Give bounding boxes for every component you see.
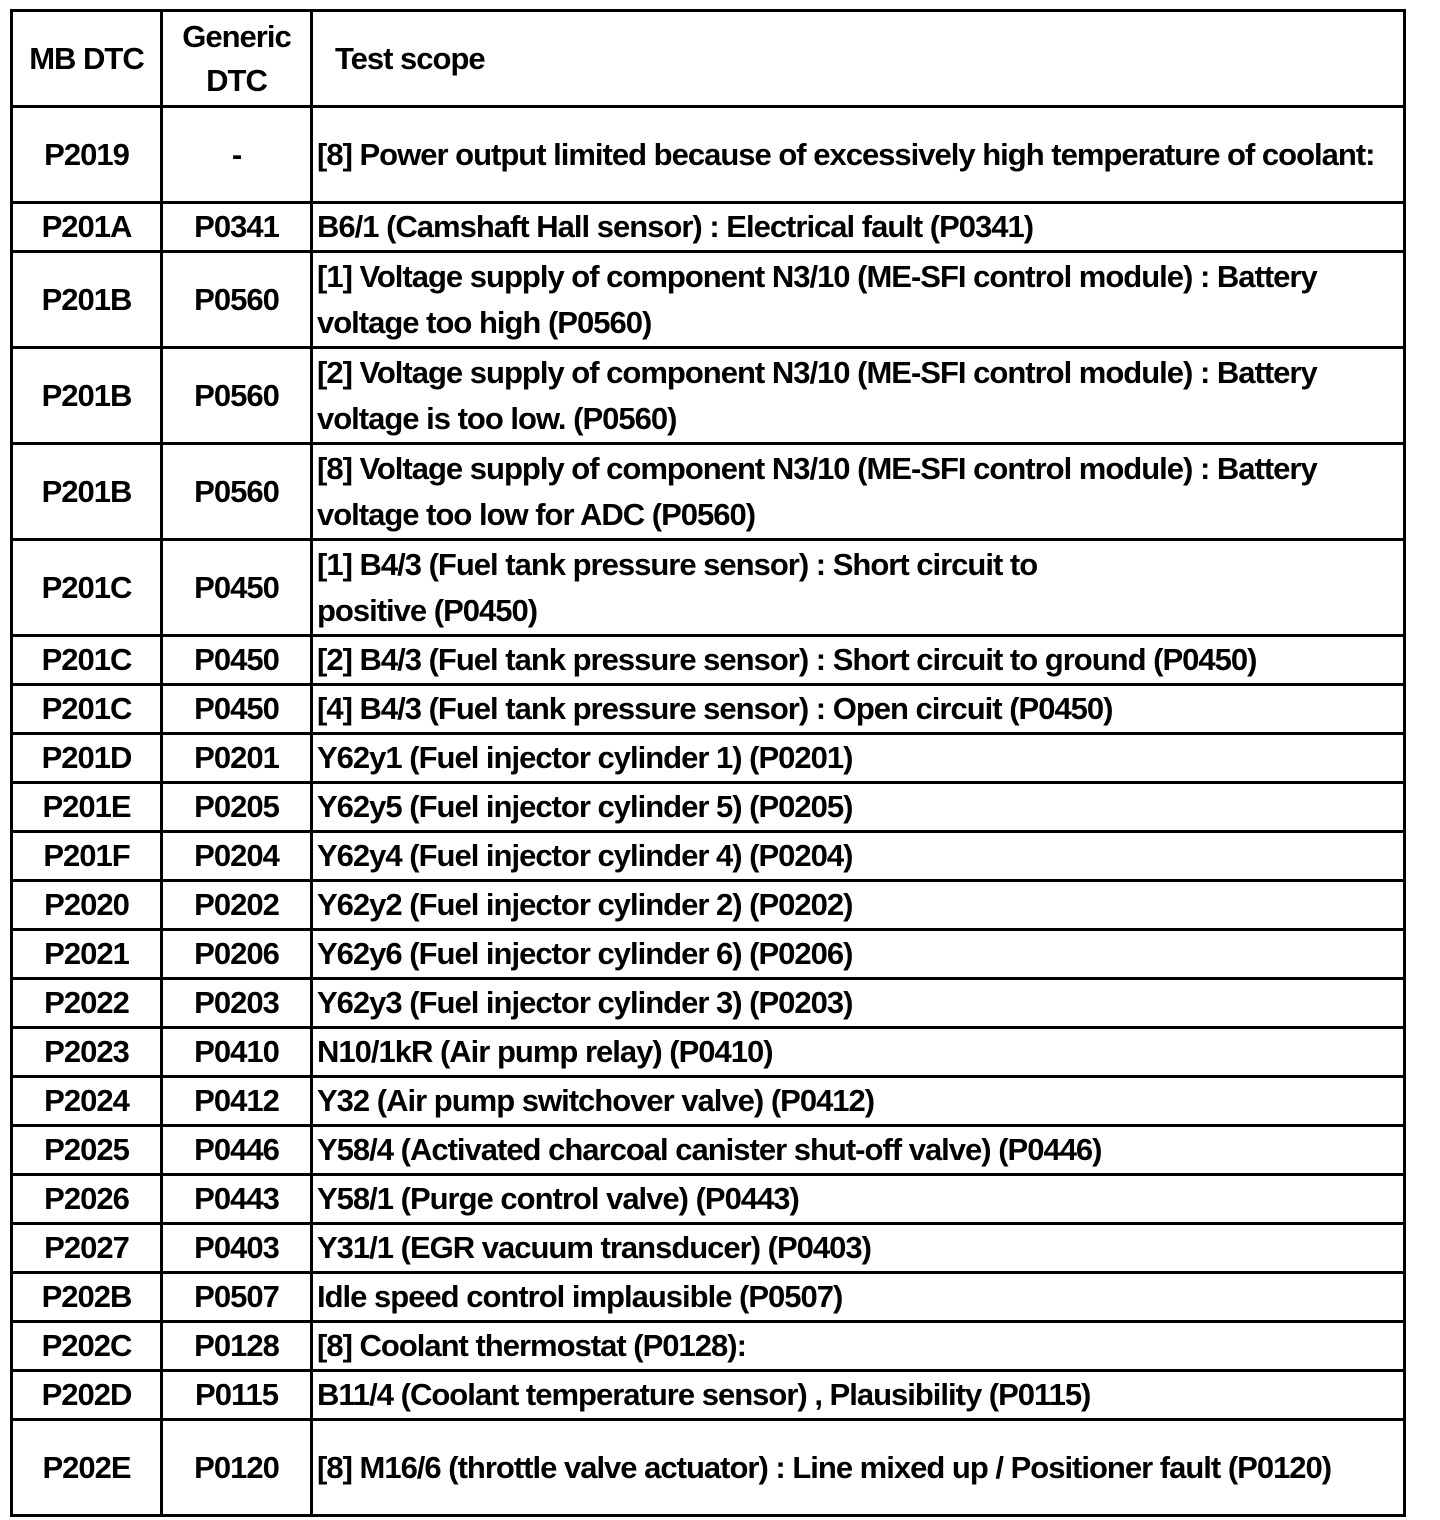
table-row [12, 930, 1405, 979]
cell-test-scope: [8] Coolant thermostat (P0128): [312, 1322, 1405, 1371]
cell-mb-dtc: P2024 [12, 1077, 162, 1126]
cell-mb-dtc: P201E [12, 783, 162, 832]
cell-mb-dtc: P201D [12, 734, 162, 783]
cell-generic-dtc: P0115 [162, 1371, 312, 1420]
cell-mb-dtc: P2023 [12, 1028, 162, 1077]
cell-test-scope: Y62y3 (Fuel injector cylinder 3) (P0203) [312, 979, 1405, 1028]
cell-test-scope: [8] M16/6 (throttle valve actuator) : Line mixed up / Positioner fault (P0120) [312, 1420, 1405, 1516]
table-row [12, 348, 1405, 444]
table-row [12, 444, 1405, 540]
cell-generic-dtc: P0205 [162, 783, 312, 832]
cell-test-scope: Y31/1 (EGR vacuum transducer) (P0403) [312, 1224, 1405, 1273]
cell-mb-dtc: P2026 [12, 1175, 162, 1224]
cell-test-scope: [2] B4/3 (Fuel tank pressure sensor) : Short circuit to ground (P0450) [312, 636, 1405, 685]
table-row [12, 252, 1405, 348]
cell-test-scope: Y62y4 (Fuel injector cylinder 4) (P0204) [312, 832, 1405, 881]
table-row [12, 203, 1405, 252]
cell-mb-dtc: P202C [12, 1322, 162, 1371]
cell-generic-dtc: P0203 [162, 979, 312, 1028]
table-row [12, 1126, 1405, 1175]
cell-generic-dtc: P0410 [162, 1028, 312, 1077]
cell-mb-dtc: P2021 [12, 930, 162, 979]
cell-test-scope: [8] Voltage supply of component N3/10 (ME-SFI control module) : Battery voltage too low for ADC (P0560) [312, 444, 1405, 540]
cell-test-scope: Y58/4 (Activated charcoal canister shut-off valve) (P0446) [312, 1126, 1405, 1175]
cell-generic-dtc: P0450 [162, 685, 312, 734]
table-row [12, 1077, 1405, 1126]
table-row [12, 1224, 1405, 1273]
cell-generic-dtc: P0560 [162, 444, 312, 540]
cell-mb-dtc: P201B [12, 348, 162, 444]
table-row [12, 636, 1405, 685]
cell-generic-dtc: P0206 [162, 930, 312, 979]
cell-generic-dtc: P0128 [162, 1322, 312, 1371]
cell-generic-dtc: P0403 [162, 1224, 312, 1273]
cell-mb-dtc: P2020 [12, 881, 162, 930]
cell-generic-dtc: P0560 [162, 252, 312, 348]
cell-test-scope: Y32 (Air pump switchover valve) (P0412) [312, 1077, 1405, 1126]
cell-test-scope [312, 540, 1405, 636]
header-test-scope: Test scope [312, 11, 1405, 107]
cell-test-scope: B11/4 (Coolant temperature sensor) , Plausibility (P0115) [312, 1371, 1405, 1420]
cell-generic-dtc: - [162, 107, 312, 203]
table-row [12, 1175, 1405, 1224]
table-row [12, 1322, 1405, 1371]
cell-generic-dtc: P0443 [162, 1175, 312, 1224]
table-row [12, 1420, 1405, 1516]
cell-test-scope: N10/1kR (Air pump relay) (P0410) [312, 1028, 1405, 1077]
cell-mb-dtc: P202E [12, 1420, 162, 1516]
cell-mb-dtc: P2022 [12, 979, 162, 1028]
table-row [12, 685, 1405, 734]
cell-mb-dtc: P2025 [12, 1126, 162, 1175]
table-row [12, 107, 1405, 203]
cell-mb-dtc: P201C [12, 540, 162, 636]
cell-generic-dtc: P0560 [162, 348, 312, 444]
cell-test-scope: [8] Power output limited because of excessively high temperature of coolant: [312, 107, 1405, 203]
cell-generic-dtc: P0202 [162, 881, 312, 930]
cell-generic-dtc: P0341 [162, 203, 312, 252]
header-generic-line1: Generic [182, 18, 291, 54]
cell-generic-dtc: P0201 [162, 734, 312, 783]
cell-mb-dtc: P201C [12, 685, 162, 734]
header-generic-dtc [162, 11, 312, 107]
cell-mb-dtc: P201B [12, 444, 162, 540]
header-mb-dtc: MB DTC [12, 11, 162, 107]
table-row [12, 783, 1405, 832]
cell-generic-dtc: P0412 [162, 1077, 312, 1126]
cell-generic-dtc: P0450 [162, 636, 312, 685]
table-row [12, 832, 1405, 881]
table-row [12, 1371, 1405, 1420]
cell-generic-dtc: P0450 [162, 540, 312, 636]
cell-test-scope: [1] Voltage supply of component N3/10 (ME-SFI control module) : Battery voltage too high (P0560) [312, 252, 1405, 348]
cell-test-scope: Y62y6 (Fuel injector cylinder 6) (P0206) [312, 930, 1405, 979]
cell-test-scope: Y62y5 (Fuel injector cylinder 5) (P0205) [312, 783, 1405, 832]
cell-mb-dtc: P202B [12, 1273, 162, 1322]
dtc-table [10, 9, 1406, 1517]
header-generic-line2: DTC [206, 62, 267, 98]
cell-generic-dtc: P0507 [162, 1273, 312, 1322]
cell-test-scope: Y62y2 (Fuel injector cylinder 2) (P0202) [312, 881, 1405, 930]
table-row [12, 1028, 1405, 1077]
cell-mb-dtc: P202D [12, 1371, 162, 1420]
table-row [12, 540, 1405, 636]
cell-generic-dtc: P0204 [162, 832, 312, 881]
cell-test-scope: [4] B4/3 (Fuel tank pressure sensor) : Open circuit (P0450) [312, 685, 1405, 734]
cell-mb-dtc: P201A [12, 203, 162, 252]
table-row [12, 881, 1405, 930]
table-row [12, 1273, 1405, 1322]
cell-mb-dtc: P2019 [12, 107, 162, 203]
cell-test-scope: Y58/1 (Purge control valve) (P0443) [312, 1175, 1405, 1224]
cell-test-scope: [2] Voltage supply of component N3/10 (ME-SFI control module) : Battery voltage is too low. (P0560) [312, 348, 1405, 444]
cell-mb-dtc: P201C [12, 636, 162, 685]
scope-line-1: [1] B4/3 (Fuel tank pressure sensor) : Short circuit to [317, 546, 1038, 582]
table-row [12, 734, 1405, 783]
cell-test-scope: Idle speed control implausible (P0507) [312, 1273, 1405, 1322]
cell-test-scope: Y62y1 (Fuel injector cylinder 1) (P0201) [312, 734, 1405, 783]
cell-generic-dtc: P0446 [162, 1126, 312, 1175]
cell-mb-dtc: P201F [12, 832, 162, 881]
table-row [12, 979, 1405, 1028]
scope-line-2: positive (P0450) [317, 592, 538, 628]
cell-mb-dtc: P201B [12, 252, 162, 348]
table-header-row [12, 11, 1405, 107]
cell-test-scope: B6/1 (Camshaft Hall sensor) : Electrical fault (P0341) [312, 203, 1405, 252]
cell-mb-dtc: P2027 [12, 1224, 162, 1273]
cell-generic-dtc: P0120 [162, 1420, 312, 1516]
